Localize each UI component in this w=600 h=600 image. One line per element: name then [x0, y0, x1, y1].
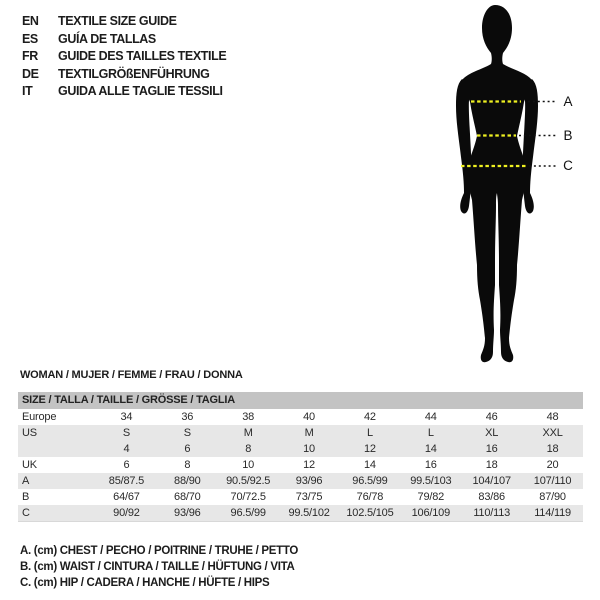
table-cell: 114/119 — [534, 507, 571, 519]
woman-left-arm — [456, 79, 471, 213]
table-cell: 16 — [424, 459, 437, 471]
table-cell: 38 — [242, 411, 255, 423]
row-label: A — [22, 475, 30, 487]
marker-label-c: C — [563, 158, 573, 173]
table-cell: 18 — [485, 459, 498, 471]
lang-title: GUIDE DES TAILLES TEXTILE — [58, 49, 227, 63]
table-cell: XL — [485, 427, 499, 439]
table-cell: 90/92 — [113, 507, 140, 519]
table-group-title: WOMAN / MUJER / FEMME / FRAU / DONNA — [20, 369, 243, 381]
table-cell: 14 — [364, 459, 376, 471]
table-cell: S — [122, 427, 130, 439]
row-cells — [96, 489, 583, 505]
lang-code: FR — [22, 49, 38, 63]
table-row-uk — [18, 457, 583, 473]
lang-title: GUÍA DE TALLAS — [58, 31, 156, 46]
table-cell: 36 — [181, 411, 194, 423]
size-table — [18, 409, 583, 522]
table-cell: 99.5/103 — [410, 475, 452, 487]
marker-label-a: A — [563, 94, 573, 109]
table-cell: L — [366, 427, 373, 439]
table-cell: 76/78 — [356, 491, 384, 503]
lang-title: TEXTILGRÖßENFÜHRUNG — [58, 66, 210, 81]
table-cell: 40 — [303, 411, 315, 423]
table-cell: 99.5/102 — [288, 507, 330, 519]
table-cell: 73/75 — [295, 491, 323, 503]
legend-chest: A. (cm) CHEST / PECHO / POITRINE / TRUHE / PETTO — [20, 545, 299, 557]
lang-row-es — [22, 31, 226, 49]
table-row-us-numeric — [18, 441, 583, 457]
table-cell: 107/110 — [533, 475, 572, 487]
lang-code: EN — [22, 14, 39, 28]
table-cell: 79/82 — [417, 491, 445, 503]
table-cell: 42 — [364, 411, 376, 423]
table-cell: 18 — [546, 443, 559, 455]
row-cells — [96, 425, 583, 441]
table-cell: 104/107 — [472, 475, 511, 487]
lang-code: IT — [22, 84, 33, 98]
woman-silhouette-figure — [440, 0, 580, 370]
table-cell: 93/96 — [295, 475, 323, 487]
table-cell: M — [243, 427, 253, 439]
table-cell: XXL — [542, 427, 563, 439]
legend-waist: B. (cm) WAIST / CINTURA / TAILLE / HÜFTUNG / VITA — [20, 560, 295, 573]
table-cell: 44 — [424, 411, 437, 423]
table-row-europe — [18, 409, 583, 425]
table-cell: 96.5/99 — [230, 507, 266, 519]
table-cell: 10 — [303, 443, 315, 455]
table-cell: 16 — [485, 443, 498, 455]
row-cells — [96, 441, 583, 457]
table-row-us — [18, 425, 583, 441]
table-row-waist — [18, 489, 583, 505]
table-cell: 90.5/92.5 — [226, 475, 271, 487]
woman-silhouette — [462, 5, 532, 362]
table-cell: 6 — [123, 459, 130, 471]
table-cell: 8 — [245, 443, 252, 455]
row-cells — [96, 409, 583, 425]
table-cell: 64/67 — [113, 491, 140, 503]
lang-row-de — [22, 66, 226, 84]
legend-hip: C. (cm) HIP / CADERA / HANCHE / HÜFTE / HIPS — [20, 576, 270, 589]
lang-row-fr — [22, 48, 226, 66]
lang-code: ES — [22, 31, 38, 46]
table-cell: 20 — [546, 459, 559, 471]
lang-row-it — [22, 83, 226, 101]
woman-right-arm — [523, 79, 538, 213]
table-cell: 102.5/105 — [346, 507, 394, 519]
table-cell: 12 — [303, 459, 315, 471]
table-row-chest — [18, 473, 583, 489]
lang-title: GUIDA ALLE TAGLIE TESSILI — [58, 84, 223, 98]
table-cell: 48 — [546, 411, 559, 423]
marker-label-b: B — [563, 128, 573, 143]
measurement-legend — [20, 544, 298, 591]
table-cell: 85/87.5 — [108, 475, 145, 487]
table-cell: 68/70 — [174, 491, 201, 503]
table-cell: 14 — [424, 443, 437, 455]
table-cell: 96.5/99 — [352, 475, 388, 487]
table-cell: 10 — [242, 459, 255, 471]
table-cell: 110/113 — [473, 507, 511, 519]
row-label: C — [22, 507, 30, 519]
language-title-block — [22, 13, 226, 101]
size-table-header: SIZE / TALLA / TAILLE / GRÖSSE / TAGLIA — [18, 392, 583, 409]
table-cell: S — [183, 427, 191, 439]
row-cells — [96, 473, 583, 489]
table-cell: 87/90 — [539, 491, 566, 503]
row-label — [18, 441, 96, 457]
table-row-hip — [18, 505, 583, 521]
table-cell: 8 — [184, 459, 191, 471]
table-cell: 46 — [485, 411, 498, 423]
lang-title: TEXTILE SIZE GUIDE — [58, 14, 177, 28]
table-cell: L — [427, 427, 434, 439]
row-label: UK — [22, 459, 37, 471]
table-cell: 6 — [184, 443, 191, 455]
table-cell: 106/109 — [411, 507, 450, 519]
row-cells — [96, 457, 583, 473]
row-label: B — [22, 491, 30, 503]
lang-code: DE — [22, 66, 39, 81]
lang-row-en — [22, 13, 226, 31]
table-cell: 34 — [120, 411, 133, 423]
row-label: US — [22, 427, 37, 439]
table-cell: 4 — [123, 443, 130, 455]
table-cell: 70/72.5 — [230, 491, 266, 503]
table-cell: 88/90 — [174, 475, 201, 487]
table-cell: M — [304, 427, 314, 439]
row-cells — [96, 505, 583, 521]
table-cell: 93/96 — [174, 507, 201, 519]
row-label: Europe — [22, 411, 57, 423]
table-cell: 83/86 — [478, 491, 505, 503]
table-cell: 12 — [364, 443, 376, 455]
